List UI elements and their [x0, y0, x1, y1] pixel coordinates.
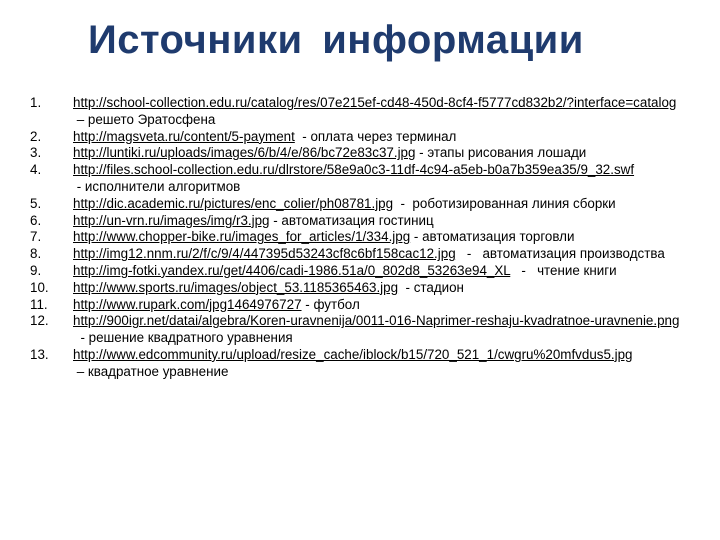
list-item-text — [73, 229, 690, 246]
list-item — [30, 313, 690, 347]
list-item — [30, 246, 690, 263]
list-item — [30, 95, 690, 129]
list-item — [30, 196, 690, 213]
list-item-text — [73, 313, 690, 347]
list-item-number: 1. — [30, 95, 42, 110]
separator: - — [269, 212, 282, 228]
list-item-text — [73, 280, 690, 297]
source-link[interactable]: http://www.rupark.com/jpg1464976727 — [73, 296, 302, 312]
source-link[interactable]: http://luntiki.ru/uploads/images/6/b/4/e/86/bc72e83c37.jpg — [73, 145, 416, 161]
source-description: оплата через терминал — [310, 128, 457, 144]
separator: - — [301, 296, 314, 312]
source-link[interactable]: http://img12.nnm.ru/2/f/c/9/4/447395d53243cf8c6bf158cac12.jpg — [73, 246, 456, 262]
list-item-number: 9. — [30, 262, 42, 278]
source-description: исполнители алгоритмов — [84, 178, 241, 194]
source-list — [30, 95, 690, 381]
source-link[interactable]: http://files.school-collection.edu.ru/dlrstore/58e9a0c3-11df-4c94-a5eb-b0a7b359ea35/9_32.swf — [73, 162, 635, 178]
separator: - — [455, 246, 483, 262]
list-item-text — [73, 263, 690, 280]
page-title: Источники информации — [88, 18, 584, 62]
source-link[interactable]: http://img-fotki.yandex.ru/get/4406/cadi-1986.51a/0_802d8_53263e94_XL — [73, 262, 511, 278]
source-link[interactable]: http://www.chopper-bike.ru/images_for_articles/1/334.jpg — [73, 229, 411, 245]
separator: - — [393, 195, 413, 211]
source-description: квадратное уравнение — [87, 363, 229, 379]
list-item-text — [73, 145, 690, 162]
source-link[interactable]: http://www.sports.ru/images/object_53.1185365463.jpg — [73, 279, 399, 295]
source-link[interactable]: http://900igr.net/datai/algebra/Koren-uravnenija/0011-016-Naprimer-reshaju-kvadratnoe-uravnenie.png — [73, 313, 680, 329]
source-description: стадион — [413, 279, 464, 295]
separator: - — [510, 262, 538, 278]
source-description: роботизированная линия сборки — [412, 195, 616, 211]
separator: - — [294, 128, 311, 144]
separator: - — [73, 178, 85, 194]
list-item-number: 11. — [30, 296, 48, 312]
list-item-text — [73, 196, 690, 213]
list-item — [30, 280, 690, 297]
list-item-text — [73, 95, 690, 129]
source-description: решето Эратосфена — [87, 111, 216, 127]
list-item-number: 4. — [30, 162, 42, 178]
source-description: футбол — [313, 296, 360, 312]
source-description: автоматизация гостиниц — [281, 212, 434, 228]
source-link[interactable]: http://un-vrn.ru/images/img/r3.jpg — [73, 212, 270, 228]
separator: - — [415, 145, 428, 161]
list-item-number: 8. — [30, 246, 42, 262]
list-item-number: 7. — [30, 229, 42, 245]
list-item-text — [73, 129, 690, 146]
list-item — [30, 347, 690, 381]
list-item — [30, 145, 690, 162]
source-link[interactable]: http://school-collection.edu.ru/catalog/res/07e215ef-cd48-450d-8cf4-f5777cd832b2/?interface=catalog — [73, 95, 677, 110]
separator: – — [73, 363, 88, 379]
list-item-number: 13. — [30, 346, 49, 362]
separator: – — [73, 111, 88, 127]
list-item-number: 3. — [30, 145, 42, 161]
source-description: автоматизация производства — [482, 246, 665, 262]
list-item-number: 10. — [30, 279, 49, 295]
source-link[interactable]: http://www.edcommunity.ru/upload/resize_cache/iblock/b15/720_521_1/cwgru%20mfvdus5.jpg — [73, 346, 633, 362]
separator: - — [410, 229, 423, 245]
list-item — [30, 263, 690, 280]
list-item-text — [73, 246, 690, 263]
list-item-text — [73, 213, 690, 230]
source-link[interactable]: http://dic.academic.ru/pictures/enc_colier/ph08781.jpg — [73, 195, 394, 211]
source-description: решение квадратного уравнения — [88, 330, 293, 346]
separator: - — [73, 330, 89, 346]
list-item-text — [73, 347, 690, 381]
list-item — [30, 297, 690, 314]
list-item — [30, 213, 690, 230]
list-item-number: 2. — [30, 128, 42, 144]
list-item — [30, 229, 690, 246]
list-item-number: 5. — [30, 195, 42, 211]
list-item-text — [73, 162, 690, 196]
source-description: чтение книги — [537, 262, 617, 278]
list-item — [30, 162, 690, 196]
source-description: этапы рисования лошади — [427, 145, 587, 161]
source-link[interactable]: http://magsveta.ru/content/5-payment — [73, 128, 295, 144]
list-item-number: 12. — [30, 313, 49, 329]
list-item-text — [73, 297, 690, 314]
separator: - — [398, 279, 414, 295]
source-description: автоматизация торговли — [422, 229, 575, 245]
list-item-number: 6. — [30, 212, 42, 228]
list-item — [30, 129, 690, 146]
